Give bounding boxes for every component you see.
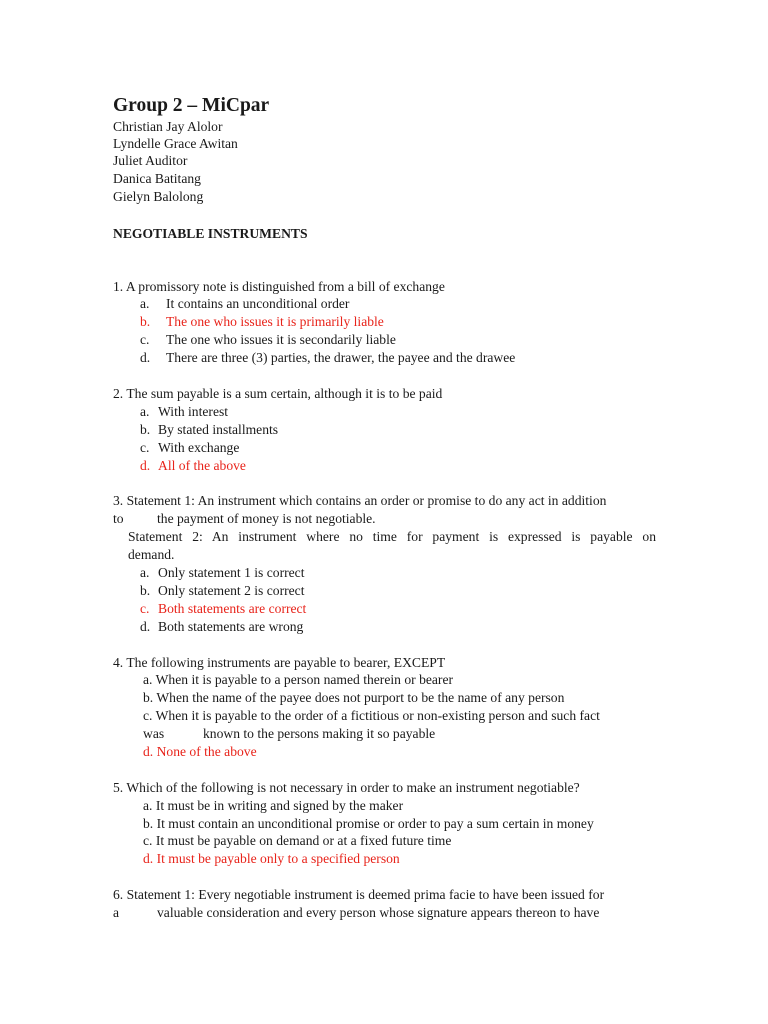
question-2-option-a [140, 403, 228, 421]
member-name: Lyndelle Grace Awitan [113, 136, 238, 151]
question-3-text: the payment of money is not negotiable. [157, 511, 376, 526]
question-1-stem: 1. A promissory note is distinguished from a bill of exchange [113, 279, 445, 294]
member-name: Christian Jay Alolor [113, 119, 223, 134]
question-4-word: was [143, 726, 165, 741]
question-1-option-d [140, 349, 515, 367]
question-3-option-c-answer [140, 600, 306, 618]
option-text: Both statements are wrong [158, 619, 304, 634]
question-2-option-d-answer [140, 457, 246, 475]
option-text: With exchange [158, 440, 240, 455]
member-name: Danica Batitang [113, 171, 201, 186]
question-5-option-a: a. It must be in writing and signed by the maker [143, 798, 404, 813]
option-marker: a. [140, 404, 150, 419]
option-text: The one who issues it is primarily liable [166, 314, 384, 329]
option-marker: d. [140, 458, 151, 473]
question-5-option-c: c. It must be payable on demand or at a fixed future time [143, 833, 452, 848]
question-3-word: to [113, 511, 124, 526]
question-4-option-d-answer: d. None of the above [143, 744, 257, 759]
question-5-option-d-answer: d. It must be payable only to a specified person [143, 851, 400, 866]
option-marker: b. [140, 583, 151, 598]
question-4-option-a: a. When it is payable to a person named therein or bearer [143, 672, 454, 687]
option-text: With interest [158, 404, 229, 419]
question-3-statement-2: Statement 2: An instrument where no time for payment is expressed is payable on [128, 529, 656, 544]
option-text: It contains an unconditional order [166, 296, 350, 311]
option-marker: a. [140, 296, 150, 311]
question-2-stem: 2. The sum payable is a sum certain, although it is to be paid [113, 386, 443, 401]
question-2-option-b [140, 421, 278, 439]
question-5-stem: 5. Which of the following is not necessary in order to make an instrument negotiable? [113, 780, 580, 795]
option-marker: c. [140, 440, 150, 455]
option-marker: b. [140, 422, 151, 437]
question-4-option-c-cont [143, 725, 435, 743]
question-3-line [113, 510, 376, 528]
member-name: Gielyn Balolong [113, 189, 204, 204]
option-marker: c. [140, 332, 150, 347]
option-marker: b. [140, 314, 151, 329]
question-3-option-a [140, 564, 304, 582]
question-5-option-b: b. It must contain an unconditional promise or order to pay a sum certain in money [143, 816, 594, 831]
question-3-option-b [140, 582, 304, 600]
option-text: Only statement 1 is correct [158, 565, 305, 580]
question-2-option-c [140, 439, 239, 457]
question-4-text: known to the persons making it so payable [203, 726, 436, 741]
question-6-text: valuable consideration and every person whose signature appears thereon to have [157, 905, 600, 920]
question-4-stem: 4. The following instruments are payable to bearer, EXCEPT [113, 655, 446, 670]
question-3-line: 3. Statement 1: An instrument which contains an order or promise to do any act in addition [113, 493, 607, 508]
question-1-option-c [140, 331, 396, 349]
question-1-option-b-answer [140, 313, 384, 331]
section-heading: NEGOTIABLE INSTRUMENTS [113, 226, 308, 241]
option-marker: d. [140, 619, 151, 634]
option-text: All of the above [158, 458, 246, 473]
question-6-word: a [113, 905, 120, 920]
question-1-option-a [140, 295, 349, 313]
option-text: The one who issues it is secondarily liable [166, 332, 396, 347]
question-4-option-c: c. When it is payable to the order of a fictitious or non-existing person and such fact [143, 708, 600, 723]
option-text: Both statements are correct [158, 601, 307, 616]
option-text: There are three (3) parties, the drawer, the payee and the drawee [166, 350, 516, 365]
question-3-option-d [140, 618, 303, 636]
option-marker: c. [140, 601, 150, 616]
option-text: By stated installments [158, 422, 279, 437]
question-6-line [113, 904, 599, 922]
question-3-line: demand. [128, 547, 175, 562]
member-name: Juliet Auditor [113, 153, 188, 168]
option-text: Only statement 2 is correct [158, 583, 305, 598]
page-title: Group 2 – MiCpar [113, 95, 270, 116]
question-4-option-b: b. When the name of the payee does not purport to be the name of any person [143, 690, 565, 705]
question-6-line: 6. Statement 1: Every negotiable instrument is deemed prima facie to have been issued for [113, 887, 605, 902]
option-marker: a. [140, 565, 150, 580]
option-marker: d. [140, 350, 151, 365]
